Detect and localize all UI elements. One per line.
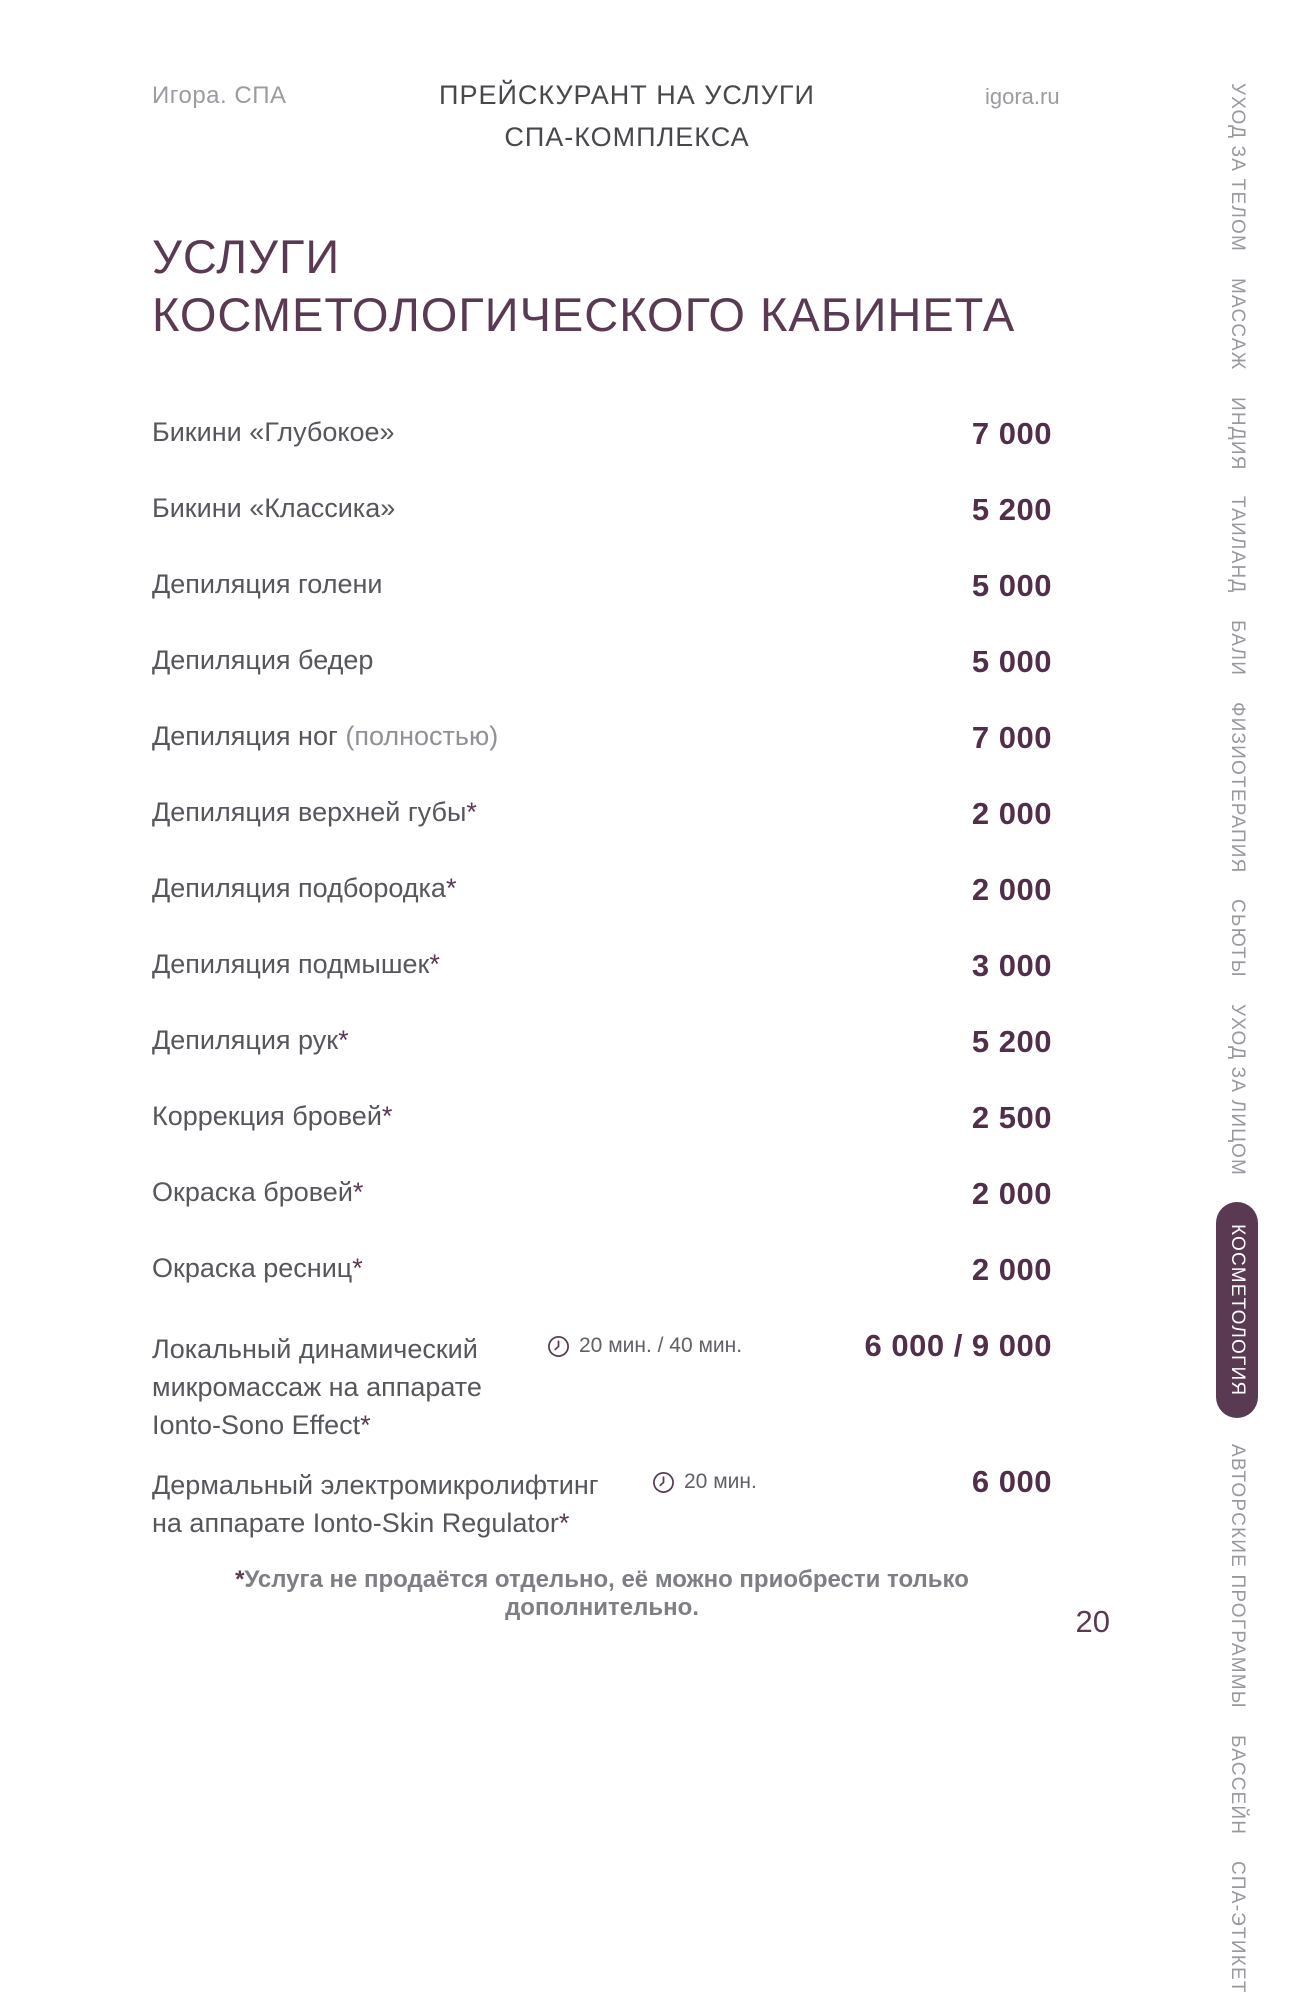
clock-icon: [547, 1335, 570, 1358]
service-asterisk: *: [352, 1177, 364, 1207]
service-price: 6 000: [971, 1464, 1052, 1499]
service-price: 2 000: [971, 1176, 1052, 1211]
service-label: Окраска ресниц*: [152, 1253, 363, 1283]
sidebar-item-4[interactable]: ТАИЛАНД: [1227, 496, 1248, 594]
service-price: 5 000: [971, 568, 1052, 603]
sidebar-item-11[interactable]: БАССЕЙН: [1227, 1735, 1248, 1836]
service-label: Депиляция голени: [152, 569, 383, 599]
sidebar-item-5[interactable]: БАЛИ: [1227, 619, 1248, 676]
service-list: [152, 418, 1052, 1542]
sidebar-item-10[interactable]: АВТОРСКИЕ ПРОГРАММЫ: [1227, 1444, 1248, 1710]
service-row: [152, 948, 1052, 983]
service-price: 2 500: [971, 1100, 1052, 1135]
page-header-title-line2: СПА-КОМПЛЕКСА: [504, 122, 750, 152]
service-asterisk: *: [360, 1410, 371, 1440]
service-label: Дермальный электромикролифтинг на аппарате Ionto-Skin Regulator*: [152, 1470, 599, 1538]
duration-text: 20 мин. / 40 мин.: [579, 1334, 743, 1357]
service-row: [152, 644, 1052, 679]
service-label: Депиляция бедер: [152, 645, 374, 675]
service-label: Депиляция подмышек*: [152, 949, 440, 979]
service-price: 2 000: [971, 796, 1052, 831]
site-label: igora.ru: [985, 84, 1060, 109]
sidebar-item-7[interactable]: СЬЮТЫ: [1227, 899, 1248, 979]
sidebar-item-1[interactable]: УХОД ЗА ТЕЛОМ: [1227, 83, 1248, 253]
service-price: 7 000: [971, 416, 1052, 451]
service-row: [152, 720, 1052, 755]
service-price: 7 000: [971, 720, 1052, 755]
sidebar-item-8[interactable]: УХОД ЗА ЛИЦОМ: [1227, 1004, 1248, 1177]
service-label: Депиляция рук*: [152, 1025, 349, 1055]
section-title: [152, 228, 1015, 344]
service-label: Окраска бровей*: [152, 1177, 364, 1207]
footnote-asterisk: *: [235, 1566, 245, 1593]
service-row: [152, 1024, 1052, 1059]
clock-icon: [652, 1471, 675, 1494]
service-asterisk: *: [558, 1508, 570, 1538]
service-row: [152, 1176, 1052, 1211]
brand-label: Игора. СПА: [152, 82, 287, 109]
service-row: [152, 872, 1052, 907]
service-row: [152, 796, 1052, 831]
service-asterisk: *: [381, 1101, 393, 1131]
sidebar-item-6[interactable]: ФИЗИОТЕРАПИЯ: [1227, 701, 1248, 874]
service-price: 5 200: [971, 492, 1052, 527]
service-price: 2 000: [971, 1252, 1052, 1287]
service-price: 6 000 / 9 000: [864, 1328, 1052, 1363]
service-row: [152, 1252, 1052, 1287]
sidebar-nav: [1214, 83, 1260, 1994]
section-title-line1: УСЛУГИ: [152, 230, 341, 283]
sidebar-item-3[interactable]: ИНДИЯ: [1227, 396, 1248, 471]
page-header-title: [357, 74, 897, 158]
service-label: Коррекция бровей*: [152, 1101, 393, 1131]
service-row: [152, 1100, 1052, 1135]
service-row: [152, 1330, 1052, 1444]
sidebar-item-9[interactable]: КОСМЕТОЛОГИЯ: [1216, 1202, 1258, 1418]
sidebar-item-2[interactable]: МАССАЖ: [1227, 278, 1248, 371]
page-header-title-line1: ПРЕЙСКУРАНТ НА УСЛУГИ: [439, 80, 815, 110]
service-price: 2 000: [971, 872, 1052, 907]
footnote-text: Услуга не продаётся отдельно, её можно приобрести только дополнительно.: [244, 1566, 969, 1621]
service-asterisk: *: [466, 797, 477, 827]
service-row: [152, 492, 1052, 527]
service-label: Локальный динамический микромассаж на аппарате Ionto-Sono Effect*: [152, 1334, 482, 1440]
duration-text: 20 мин.: [684, 1470, 757, 1493]
footnote: [152, 1566, 1052, 1622]
service-price: 3 000: [971, 948, 1052, 983]
service-label: Депиляция верхней губы*: [152, 797, 477, 827]
service-label: Депиляция подбородка*: [152, 873, 457, 903]
service-duration: [652, 1470, 757, 1494]
service-row: [152, 1466, 1052, 1542]
service-duration: [547, 1334, 742, 1358]
service-row: [152, 568, 1052, 603]
service-asterisk: *: [338, 1025, 349, 1055]
sidebar-item-12[interactable]: СПА-ЭТИКЕТ: [1227, 1861, 1248, 1994]
service-asterisk: *: [429, 949, 440, 979]
service-row: [152, 416, 1052, 451]
section-title-line2: КОСМЕТОЛОГИЧЕСКОГО КАБИНЕТА: [152, 288, 1016, 341]
service-label: Бикини «Классика»: [152, 493, 396, 523]
service-asterisk: *: [445, 873, 457, 903]
service-label: Депиляция ног (полностью): [152, 721, 499, 751]
service-asterisk: *: [352, 1253, 363, 1283]
service-price: 5 200: [971, 1024, 1052, 1059]
page-number: 20: [1075, 1604, 1110, 1639]
service-label: Бикини «Глубокое»: [152, 417, 395, 447]
service-price: 5 000: [971, 644, 1052, 679]
